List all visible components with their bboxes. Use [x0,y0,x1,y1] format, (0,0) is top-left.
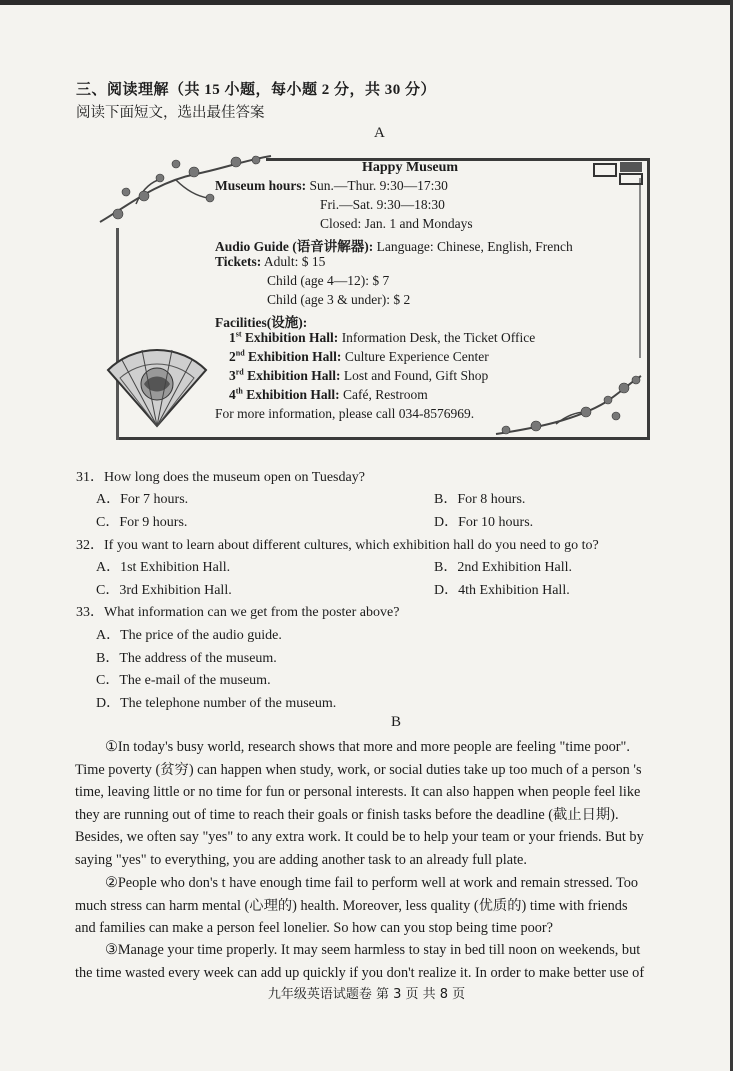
poster-title: Happy Museum [362,160,459,175]
hall-facilities: Information Desk, the Ticket Office [341,330,536,345]
plum-blossom-branch-icon [486,372,646,442]
passage-b-label: B [391,714,402,730]
option-31-d[interactable]: D．For 10 hours. [434,515,534,530]
text-line: saying "yes" to everything, you are adding another task to an already full plate. [75,851,527,868]
corner-box-decoration [590,160,650,188]
museum-hours-label: Museum hours: [215,178,307,193]
museum-hours-value-1: Sun.—Thur. 9:30—17:30 [309,178,448,193]
hall-number: 3 [229,368,236,383]
hall-row [229,330,535,346]
passage-b-paragraph-3 [75,939,687,984]
text-line: ③Manage your time properly. It may seem harmless to stay in bed till noon on weekends, but [105,942,641,958]
question-32: 32．If you want to learn about different cultures, which exhibition hall do you need to go to? [76,538,599,553]
poster-contact: For more information, please call 034-8576969. [215,406,475,421]
text-line: and families can make a person feel lonelier. So how can you stop being time poor? [75,920,554,937]
hall-ordinal: nd [235,348,245,358]
audio-guide-label: Audio Guide (语音讲解器): [215,239,374,254]
passage-b-paragraph-2 [75,872,687,940]
text-line: Time poverty (贫穷) can happen when study, work, or social duties take up too much of a person 's [75,761,642,778]
poster-frame-inner [639,178,641,358]
section-title: 三、阅读理解（共 15 小题，每小题 2 分，共 30 分） [76,82,437,98]
option-33-a[interactable]: A．The price of the audio guide. [96,628,282,643]
hall-number: 4 [229,387,236,402]
hall-number: 1 [229,330,236,345]
hall-row [229,349,489,365]
passage-a-label: A [374,125,385,141]
hall-facilities: Lost and Found, Gift Shop [343,368,489,383]
facilities-label-text: Facilities(设施): [215,315,308,330]
hall-row [229,368,488,384]
option-32-c[interactable]: C．3rd Exhibition Hall. [96,583,232,598]
text-line: they are running out of time to reach their goals or finish tasks before the deadline (截止日期). [75,806,619,823]
hall-ordinal: st [235,329,242,339]
text-line: much stress can harm mental (心理的) health. Moreover, less quality (优质的) time with friends [75,897,628,914]
option-31-c[interactable]: C．For 9 hours. [96,515,188,530]
text-line: ①In today's busy world, research shows that more and more people are feeling "time poor". [105,739,630,755]
audio-guide-value: Language: Chinese, English, French [376,239,573,254]
text-line: Besides, we often say "yes" to any extra work. It could be to help your team or your friends. But by [75,829,644,846]
option-32-b[interactable]: B．2nd Exhibition Hall. [434,560,573,575]
text-line: time, leaving little or no time for fun or personal interests. It can also happen when people feel like [75,784,641,801]
hall-name: Exhibition Hall: [243,368,341,383]
tickets-label: Tickets: [215,254,262,269]
museum-closed-days: Closed: Jan. 1 and Mondays [320,216,473,231]
museum-hours-value-2: Fri.—Sat. 9:30—18:30 [320,197,445,212]
question-33: 33．What information can we get from the poster above? [76,605,400,620]
text-line: ②People who don's t have enough time fail to perform well at work and remain stressed. Too [105,875,639,891]
page-footer: 九年级英语试题卷 第 3 页 共 8 页 [267,987,466,1002]
tickets-child-4-12: Child (age 4—12): $ 7 [267,273,390,288]
question-31: 31．How long does the museum open on Tuesday? [76,470,365,485]
hall-row [229,387,428,403]
facilities-label [215,311,307,331]
hall-name: Exhibition Hall: [244,349,342,364]
hall-name: Exhibition Hall: [242,387,340,402]
hall-ordinal: th [235,386,243,396]
papercut-fan-icon [102,340,212,430]
option-31-a[interactable]: A．For 7 hours. [96,492,189,507]
museum-hours-row [215,178,448,194]
hall-ordinal: rd [235,367,244,377]
hall-name: Exhibition Hall: [241,330,339,345]
option-33-c[interactable]: C．The e-mail of the museum. [96,673,271,688]
option-32-a[interactable]: A．1st Exhibition Hall. [96,560,231,575]
tickets-adult: Adult: $ 15 [263,254,326,269]
passage-b-paragraph-1 [75,736,687,872]
option-33-b[interactable]: B．The address of the museum. [96,651,277,666]
poster-frame-right [647,158,650,440]
tickets-row [215,254,325,270]
text-line: the time wasted every week can add up quickly if you don't realize it. In order to make better use of [75,964,645,981]
hall-facilities: Culture Experience Center [344,349,489,364]
hall-facilities: Café, Restroom [343,387,428,402]
option-31-b[interactable]: B．For 8 hours. [434,492,526,507]
museum-poster [116,158,650,440]
option-32-d[interactable]: D．4th Exhibition Hall. [434,583,570,598]
section-instruction: 阅读下面短文，选出最佳答案 [76,105,265,121]
audio-guide-row [215,235,573,255]
scan-edge-top [0,0,733,5]
tickets-child-3-under: Child (age 3 & under): $ 2 [267,292,411,307]
hall-number: 2 [229,349,236,364]
option-33-d[interactable]: D．The telephone number of the museum. [96,696,337,711]
